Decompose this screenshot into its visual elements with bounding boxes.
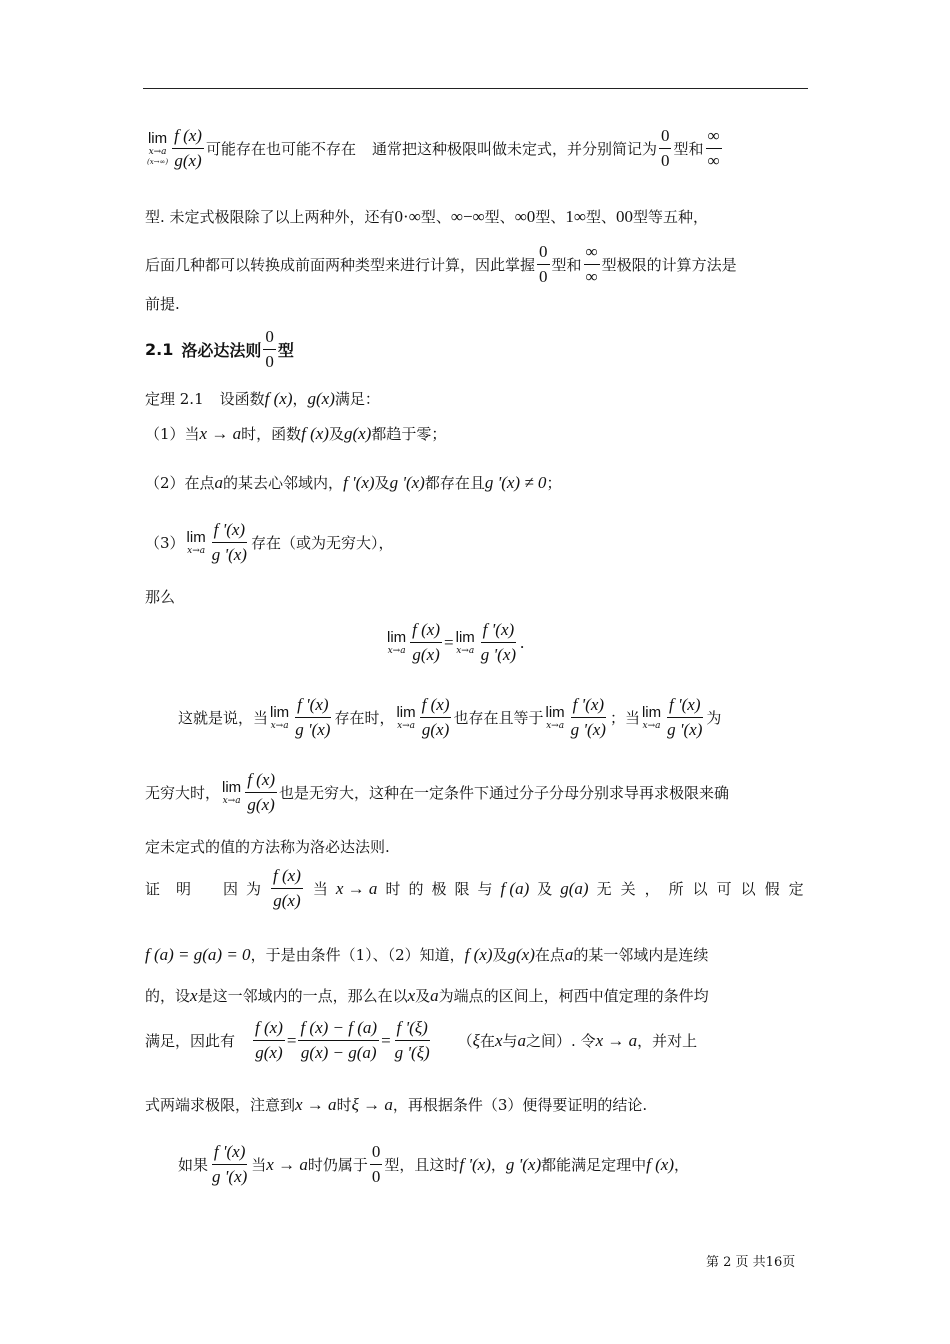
fraction-f-over-g: $\frac{f (x)}{g(x)}$ <box>412 620 441 664</box>
limit-operator: lim x→a (x→∞) <box>147 130 169 166</box>
intro-line-1: lim x→a (x→∞) $\frac{f (x)}{g(x)}$ 可能存在也可能不存在 通常把这种极限叫做未定式，并分别简记为 $\frac{0}{0}$ 型和 $\frac{\infty}{\infty}$ <box>147 126 720 170</box>
theorem-condition-1: （1）当 x → a 时，函数 f (x) 及 g(x) 都趋于零； <box>145 423 447 443</box>
fraction-fp-over-gp: $\frac{f '(x)}{g '(x)}$ <box>295 695 331 739</box>
fraction-fp-over-gp: $\frac{f '(x)}{g '(x)}$ <box>480 620 517 664</box>
limit-operator: lim x→a <box>186 528 206 556</box>
limit-operator: lim x→a <box>641 703 662 731</box>
fraction-zero-over-zero: $\frac{0}{0}$ <box>660 126 670 170</box>
limit-operator: lim x→a <box>387 628 407 656</box>
fraction-inf-over-inf: $\frac{\infty}{\infty}$ <box>707 126 720 170</box>
fraction-f-over-g: $\frac{f (x)}{g(x)}$ <box>247 770 276 814</box>
fraction-fp-over-gp: $\frac{f '(x)}{g '(x)}$ <box>211 520 247 564</box>
fraction-f-over-g: $\frac{f (x)}{g(x)}$ <box>273 866 301 910</box>
explain-line-2: 无穷大时， lim x→a $\frac{f (x)}{g(x)}$ 也是无穷大，这种在一定条件下通过分子分母分别求导再求极限来确 <box>145 770 730 814</box>
fraction-zero-over-zero: $\frac{0}{0}$ <box>371 1142 381 1186</box>
page-footer: 第 2 页 共16页 <box>706 1255 796 1270</box>
fraction-f-over-g: $\frac{f (x)}{g(x)}$ <box>174 126 202 170</box>
fraction-fp-over-gp: $\frac{f '(x)}{g '(x)}$ <box>570 695 606 739</box>
lhopital-formula: lim x→a $\frac{f (x)}{g(x)}$ = lim x→a $\frac{f '(x)}{g '(x)}$ . <box>387 620 525 664</box>
limit-operator: lim x→a <box>222 778 242 806</box>
fraction-fp-over-gp: $\frac{f '(x)}{g '(x)}$ <box>667 695 703 739</box>
intro-line-4: 前提. <box>145 295 180 313</box>
limit-operator: lim x→a <box>270 703 290 731</box>
intro-line-2: 型. 未定式极限除了以上两种外，还有 0·∞ 型、 ∞−∞ 型、 ∞0 型、 1∞ 型、 00 型等五种， <box>145 206 708 226</box>
limit-operator: lim x→a <box>455 628 475 656</box>
fraction-fp-over-gp: $\frac{f '(x)}{g '(x)}$ <box>212 1142 248 1186</box>
fraction-zero-over-zero: $\frac{0}{0}$ <box>539 242 548 286</box>
proof-line-4: 满足，因此有 $\frac{f (x)}{g(x)}$ = $\frac{f (x) - f (a)}{g(x) - g(a)}$ = $\frac{f '(\xi)}{g '(\xi)}$ （ ξ 在 x 与 a 之间）. 令 x → a ，并对上 <box>145 1018 698 1062</box>
proof-line-2: f (a) = g(a) = 0 ，于是由条件（1）、（2）知道， f (x) 及 g(x) 在点 a 的某一邻域内是连续 <box>145 944 709 964</box>
proof-line-1: 证明 因为 $\frac{f (x)}{g(x)}$ 当 x → a 时的极限与 f (a) 及 g(a) 无关，所以可以假定 <box>145 866 813 910</box>
theorem-condition-3: （3） lim x→a $\frac{f '(x)}{g '(x)}$ 存在（或为无穷大）， <box>145 520 394 564</box>
header-rule <box>143 88 808 89</box>
theorem-statement: 定理 2.1 设函数 f (x) ， g(x) 满足： <box>145 388 380 408</box>
proof-line-6: 如果 $\frac{f '(x)}{g '(x)}$ 当 x → a 时仍属于 $\frac{0}{0}$ 型，且这时 f '(x) ， g '(x) 都能满足定理中 f (x) ， <box>178 1142 690 1186</box>
limit-operator: lim x→a <box>396 703 416 731</box>
fraction-inf-over-inf: $\frac{\infty}{\infty}$ <box>585 242 598 286</box>
section-heading: 2.1 洛必达法则 $\frac{0}{0}$ 型 <box>145 327 294 371</box>
limit-operator: lim x→a <box>545 703 565 731</box>
theorem-then: 那么 <box>145 588 176 606</box>
intro-line-3: 后面几种都可以转换成前面两种类型来进行计算，因此掌握 $\frac{0}{0}$ 型和 $\frac{\infty}{\infty}$ 型极限的计算方法是 <box>145 242 737 286</box>
fraction-f-over-g: $\frac{f (x)}{g(x)}$ <box>421 695 450 739</box>
proof-line-5: 式两端求极限，注意到 x → a 时 ξ → a ，再根据条件（3）便得要证明的结论. <box>145 1094 648 1114</box>
fraction-f-over-g: $\frac{f (x)}{g(x)}$ <box>255 1018 283 1062</box>
fraction-zero-over-zero: $\frac{0}{0}$ <box>265 327 274 371</box>
fraction-fp-xi-over-gp-xi: $\frac{f '(\xi)}{g '(\xi)}$ <box>394 1018 430 1062</box>
theorem-condition-2: （2）在点 a 的某去心邻域内， f '(x) 及 g '(x) 都存在且 g '(x) ≠ 0 ； <box>145 472 562 492</box>
proof-line-3: 的，设 x 是这一邻域内的一点，那么在以 x 及 a 为端点的区间上，柯西中值定理的条件均 <box>145 985 709 1005</box>
explain-line-3: 定未定式的值的方法称为洛必达法则. <box>145 838 390 856</box>
fraction-difference-quotient: $\frac{f (x) - f (a)}{g(x) - g(a)}$ <box>300 1018 378 1062</box>
explain-line-1: 这就是说，当 lim x→a $\frac{f '(x)}{g '(x)}$ 存在时， lim x→a $\frac{f (x)}{g(x)}$ 也存在且等于 lim x→a $\frac{f '(x)}{g '(x)}$ ；当 lim x→a $\frac{f '(x)}{g '(x)}$ 为 <box>178 695 722 739</box>
